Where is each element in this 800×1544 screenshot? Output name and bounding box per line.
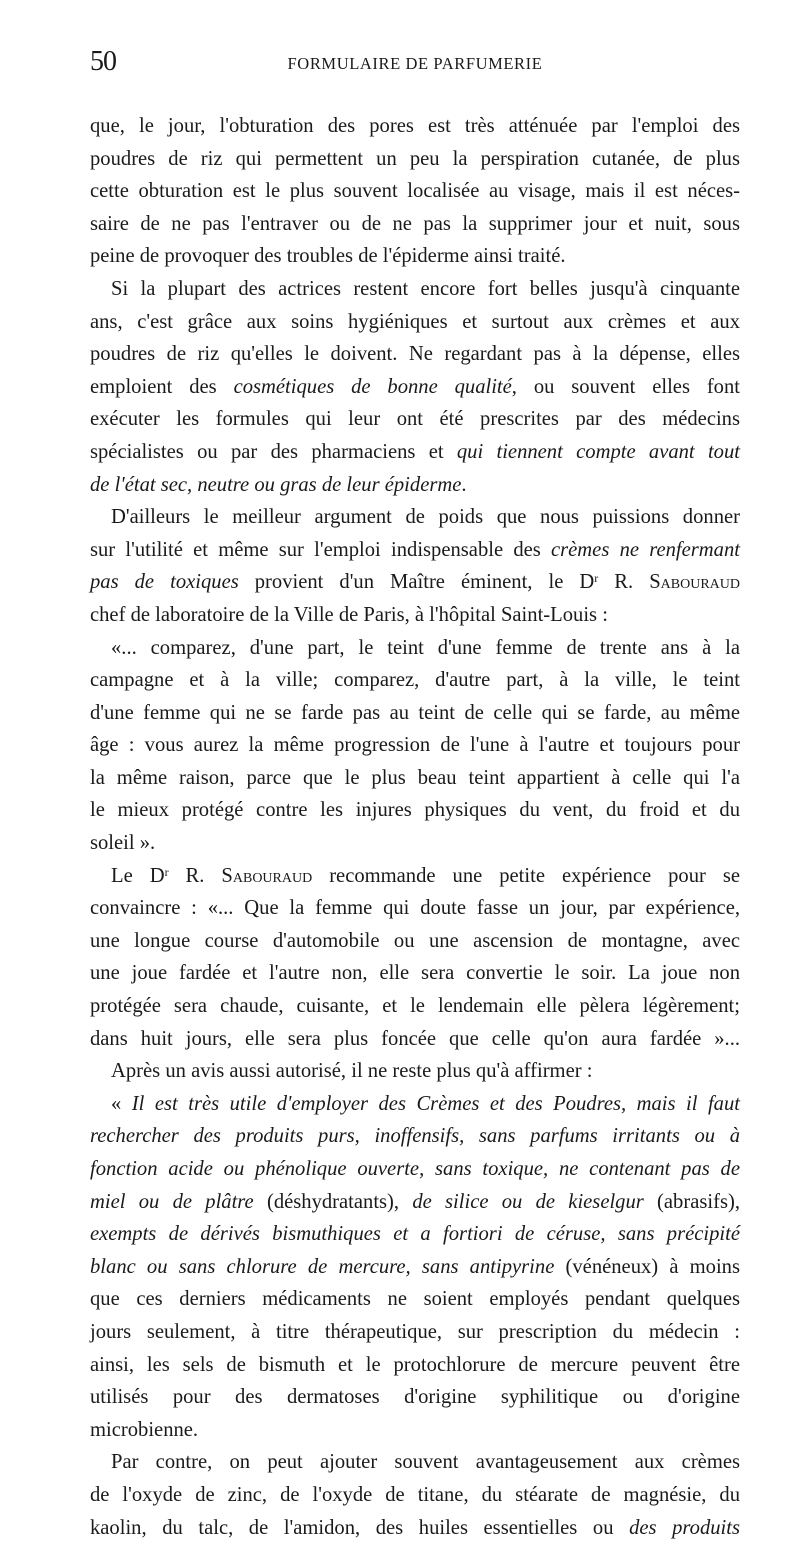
text-line: que, le jour, l'obturation des pores est très atténuée par l'emploi des [90, 115, 740, 137]
text-line: cette obturation est le plus souvent localisée au visage, mais il est néces- [90, 180, 740, 203]
text-line: protégée sera chaude, cuisante, et le lendemain elle pèlera légèrement; [90, 995, 740, 1018]
text-line: poudres de riz qui permettent un peu la perspiration cutanée, de plus [90, 147, 740, 170]
text-line [90, 436, 740, 469]
text-line: campagne et à la ville; comparez, d'autre part, à la ville, le teint [90, 669, 740, 692]
text-run: . [461, 473, 467, 496]
text-line [90, 1512, 740, 1544]
text-line: la même raison, parce que le plus beau teint appartient à celle qui l'a [90, 766, 740, 789]
emphasis-run: crèmes ne renfermant [551, 538, 740, 561]
text-line: Par contre, on peut ajouter souvent avantageusement aux crèmes [111, 1451, 740, 1474]
text-line [90, 1186, 740, 1219]
emphasis-run: des produits [629, 1516, 740, 1539]
emphasis-run: de l'état sec, neutre ou gras de leur épiderme [90, 473, 462, 496]
text-run: emploient des [90, 375, 234, 398]
text-line: une joue fardée et l'autre non, elle sera convertie le soir. La joue non [90, 962, 740, 985]
text-line: ans, c'est grâce aux soins hygiéniques et surtout aux crèmes et aux [90, 310, 740, 333]
emphasis-run: Il est très utile d'employer des Crèmes et des Poudres, mais il faut [131, 1092, 740, 1115]
text-run: kaolin, du talc, de l'amidon, des huiles essentielles ou [90, 1516, 630, 1539]
text-line [90, 1088, 740, 1121]
running-title: FORMULAIRE DE PARFUMERIE [287, 54, 543, 73]
emphasis-run: blanc ou sans chlorure de mercure, sans antipyrine [90, 1255, 555, 1278]
superscript: r [594, 571, 599, 586]
text-line [90, 566, 740, 599]
text-line: ainsi, les sels de bismuth et le protochlorure de mercure peuvent être [90, 1353, 740, 1376]
text-line: dans huit jours, elle sera plus foncée que celle qu'on aura fardée »... [90, 1027, 740, 1050]
text-run: « [111, 1092, 132, 1115]
text-line: exempts de dérivés bismuthiques et a fortiori de céruse, sans précipité [90, 1223, 740, 1246]
text-line: utilisés pour des dermatoses d'origine syphilitique ou d'origine [90, 1386, 740, 1409]
body-text [90, 110, 740, 1544]
text-run: provient d'un Maître éminent, le D [238, 571, 595, 594]
text-run: R. [598, 571, 650, 594]
page-header [90, 46, 740, 76]
text-run: (vénéneux) à moins [554, 1255, 740, 1278]
text-line: rechercher des produits purs, inoffensifs, sans parfums irritants ou à [90, 1125, 740, 1148]
text-run: recommande une petite expérience pour se [312, 864, 740, 887]
text-run: (abrasifs), [643, 1190, 740, 1213]
text-run: spécialistes ou par des pharmaciens et [90, 440, 457, 463]
text-line: une longue course d'automobile ou une ascension de montagne, avec [90, 929, 740, 952]
emphasis-run: qui tiennent compte avant tout [456, 440, 740, 463]
emphasis-run: de silice ou de kieselgur [412, 1190, 644, 1213]
text-line: fonction acide ou phénolique ouverte, sans toxique, ne contenant pas de [90, 1158, 740, 1180]
page-number: 50 [90, 46, 116, 77]
text-line [90, 1251, 740, 1284]
text-line: d'une femme qui ne se farde pas au teint de celle qui se farde, au même [90, 701, 740, 724]
emphasis-run: pas de toxiques [90, 571, 239, 594]
text-line [90, 371, 740, 404]
text-line: soleil ». [90, 832, 156, 855]
superscript: r [164, 864, 169, 879]
text-line [90, 469, 740, 502]
emphasis-run: cosmétiques de bonne qualité [233, 375, 512, 398]
text-run: Le D [111, 864, 165, 887]
text-line: Si la plupart des actrices restent encore fort belles jusqu'à cinquante [111, 277, 740, 300]
text-line: de l'oxyde de zinc, de l'oxyde de titane, du stéarate de magnésie, du [90, 1483, 740, 1506]
text-line [90, 534, 740, 567]
text-line: «... comparez, d'une part, le teint d'une femme de trente ans à la [111, 636, 740, 659]
text-run: (déshydratants), [253, 1190, 413, 1213]
text-line: convaincre : «... Que la femme qui doute fasse un jour, par expérience, [90, 897, 740, 920]
text-line: le mieux protégé contre les injures physiques du vent, du froid et du [90, 799, 740, 822]
text-line: âge : vous aurez la même progression de l'une à l'autre et toujours pour [90, 734, 740, 757]
text-line: Après un avis aussi autorisé, il ne reste plus qu'à affirmer : [111, 1060, 593, 1083]
text-line [90, 860, 740, 893]
text-line: exécuter les formules qui leur ont été prescrites par des médecins [90, 408, 740, 431]
text-line: que ces derniers médicaments ne soient employés pendant quelques [90, 1288, 740, 1311]
text-line: peine de provoquer des troubles de l'épiderme ainsi traité. [90, 245, 566, 268]
text-line: poudres de riz qu'elles le doivent. Ne regardant pas à la dépense, elles [90, 343, 740, 366]
author-name: Sabouraud [221, 864, 313, 887]
text-run: , ou souvent elles font [511, 375, 740, 398]
author-name: Sabouraud [649, 571, 740, 594]
text-line: jours seulement, à titre thérapeutique, sur prescription du médecin : [90, 1320, 740, 1343]
text-line: chef de laboratoire de la Ville de Paris, à l'hôpital Saint-Louis : [90, 603, 608, 626]
text-run: sur l'utilité et même sur l'emploi indispensable des [90, 538, 552, 561]
text-line: D'ailleurs le meilleur argument de poids que nous puissions donner [111, 506, 740, 529]
text-line: microbienne. [90, 1418, 199, 1441]
text-line: saire de ne pas l'entraver ou de ne pas la supprimer jour et nuit, sous [90, 212, 740, 235]
text-run: R. [168, 864, 222, 887]
emphasis-run: miel ou de plâtre [90, 1190, 254, 1213]
